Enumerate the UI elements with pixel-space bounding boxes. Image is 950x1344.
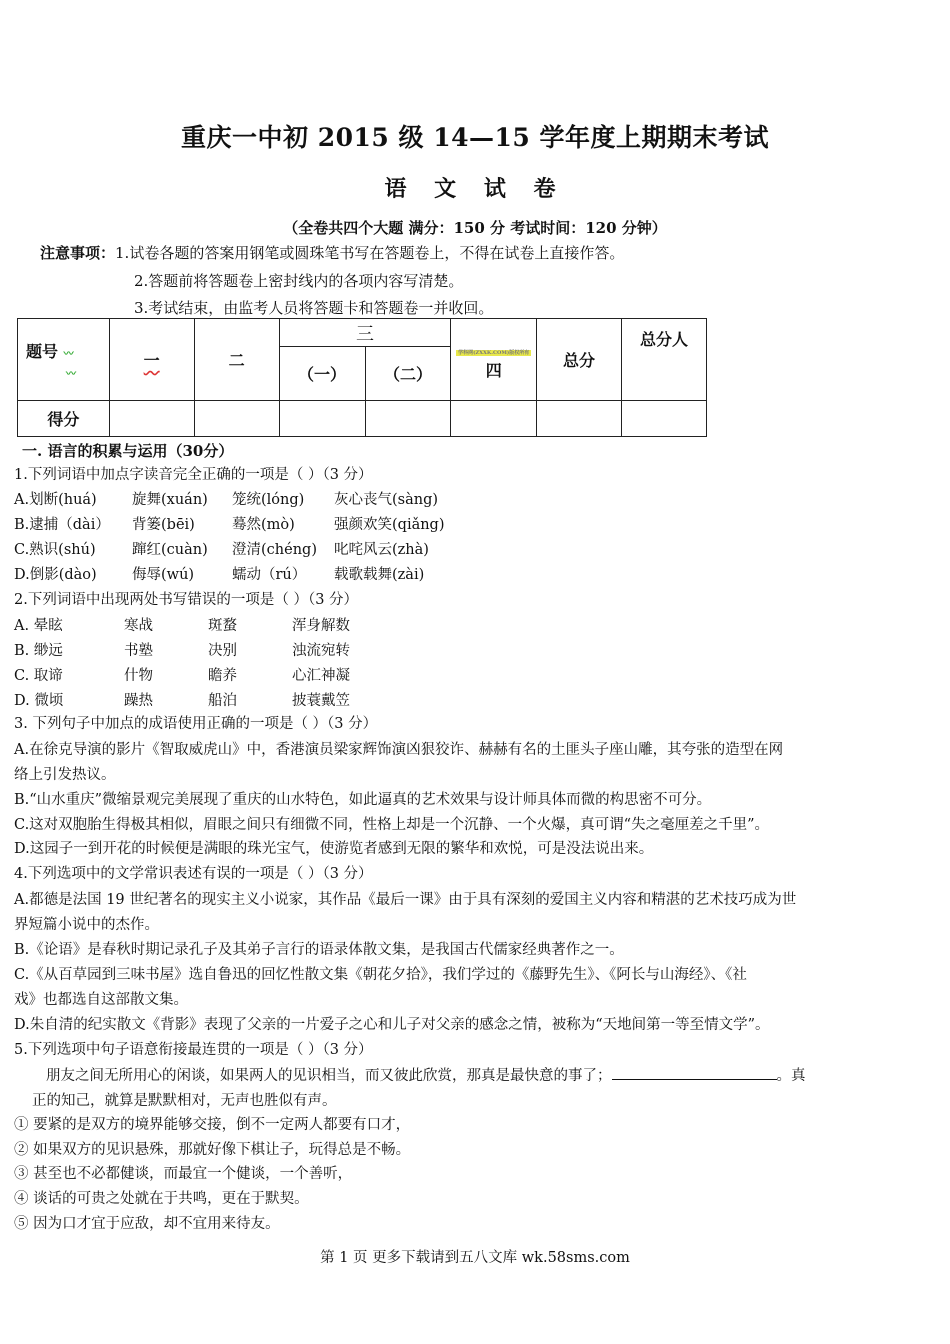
tihao-label: 题号 [26,341,59,361]
q2-d-3: 船泊 [208,693,237,709]
q2-c-3: 瞻养 [208,668,237,684]
q1-d-3: 蠕动（rú） [232,567,307,583]
q2-b-1: B. 缈远 [14,643,63,659]
score-field[interactable] [109,401,194,437]
q5-passage-cont: 正的知己，就算是默默相对，无声也胜似有声。 [32,1093,337,1109]
cell-grader: 总分人 [622,319,707,401]
score-table [17,318,707,437]
q5-passage-tail: 。真 [776,1068,806,1084]
q1-b-1: B.逮捕（dài） [14,517,110,533]
exam-subtitle: 语 文 试 卷 [384,176,566,202]
q3-option-b: B.“山水重庆”微缩景观完美展现了重庆的山水特色，如此逼真的艺术效果与设计师具体而微的构思密不可分。 [14,792,712,808]
q2-a-1: A. 晕眩 [14,618,63,634]
q2-b-4: 浊流宛转 [292,643,350,659]
notice-item-3: 3.考试结束，由监考人员将答题卡和答题卷一并收回。 [134,299,494,317]
answer-blank[interactable] [612,1065,777,1080]
notice-label: 注意事项： [40,244,116,262]
q1-a-4: 灰心丧气(sàng) [334,492,439,508]
q1-c-4: 叱咤风云(zhà) [334,542,429,558]
exam-title: 重庆一中初 2015 级 14—15 学年度上期期末考试 [181,123,769,152]
q1-c-3: 澄清(chéng) [232,542,317,558]
q4-option-d: D.朱自清的纪实散文《背影》表现了父亲的一片爱子之心和儿子对父亲的感念之情，被称为“天地间第一等至情文学”。 [14,1017,770,1033]
q2-stem: 2.下列词语中出现两处书写错误的一项是（ ）（3 分） [14,592,359,608]
q5-passage-text: 朋友之间无所用心的闲谈，如果两人的见识相当，而又彼此欣赏，那真是最快意的事了； [46,1068,612,1084]
q2-d-4: 披蓑戴笠 [292,693,350,709]
q2-d-2: 躁热 [124,693,153,709]
cell-three: 三 [279,319,451,347]
q5-item-1: ① 要紧的是双方的境界能够交接，倒不一定两人都要有口才， [14,1117,411,1133]
q2-c-4: 心汇神凝 [292,668,350,684]
section-heading: 一. 语言的积累与运用（30分） [22,442,234,460]
four-label: 四 [485,360,502,380]
score-field[interactable] [537,401,622,437]
q4-option-b: B.《论语》是春秋时期记录孔子及其弟子言行的语录体散文集，是我国古代儒家经典著作之一。 [14,942,624,958]
q4-option-a: A.都德是法国 19 世纪著名的现实主义小说家，其作品《最后一课》由于具有深刻的爱国主义内容和精湛的艺术技巧成为世 [14,892,797,908]
notice-item-1: 1.试卷各题的答案用钢笔或圆珠笔书写在答题卷上，不得在试卷上直接作答。 [115,244,625,262]
q2-a-3: 斑蝥 [208,618,237,634]
exam-info: （全卷共四个大题 满分：150 分 考试时间：120 分钟） [283,219,667,237]
q2-a-2: 寒战 [124,618,153,634]
q4-option-a-cont: 界短篇小说中的杰作。 [14,917,159,933]
q5-stem: 5.下列选项中句子语意衔接最连贯的一项是（ ）（3 分） [14,1042,373,1058]
q5-item-5: ⑤ 因为口才宜于应敌，却不宜用来待友。 [14,1216,280,1232]
cell-two: 二 [194,319,279,401]
q1-a-2: 旋舞(xuán) [132,492,208,508]
q4-option-c-cont: 戏》也都选自这部散文集。 [14,992,188,1008]
cell-four [451,319,537,401]
q2-d-1: D. 微顷 [14,693,64,709]
q1-b-3: 蓦然(mò) [232,517,295,533]
q2-c-1: C. 取谛 [14,668,63,684]
score-field[interactable] [279,401,365,437]
page-footer[interactable]: 第 1 页 更多下载请到五八文库 wk.58sms.com [320,1250,630,1266]
q4-stem: 4.下列选项中的文学常识表述有误的一项是（ ）（3 分） [14,866,373,882]
q1-c-1: C.熟识(shú) [14,542,96,558]
q3-stem: 3. 下列句子中加点的成语使用正确的一项是（ ）（3 分） [14,716,378,732]
q3-option-a-cont: 络上引发热议。 [14,767,116,783]
q2-a-4: 浑身解数 [292,618,350,634]
q5-item-4: ④ 谈话的可贵之处就在于共鸣，更在于默契。 [14,1191,309,1207]
score-field[interactable] [622,401,707,437]
score-field[interactable] [451,401,537,437]
q3-option-d: D.这园子一到开花的时候便是满眼的珠光宝气，使游览者感到无限的繁华和欢悦，可是没法说出来。 [14,841,654,857]
q2-b-3: 决别 [208,643,237,659]
q1-d-2: 侮辱(wú) [132,567,195,583]
q2-b-2: 书塾 [124,643,153,659]
spell-mark-icon: 〰 [63,348,74,360]
notice-item-2: 2.答题前将答题卷上密封线内的各项内容写清楚。 [134,272,464,290]
score-field[interactable] [194,401,279,437]
cell-one: 一 [109,319,194,401]
q3-option-a: A.在徐克导演的影片《智取威虎山》中，香港演员梁家辉饰演凶狠狡诈、赫赫有名的土匪头子座山雕，其夸张的造型在网 [14,742,784,758]
cell-tihao [18,319,110,401]
q5-item-3: ③ 甚至也不必都健谈，而最宜一个健谈，一个善听， [14,1166,353,1182]
q5-item-2: ② 如果双方的见识悬殊，那就好像下棋让子，玩得总是不畅。 [14,1142,411,1158]
cell-three-b: （二） [365,347,451,401]
score-field[interactable] [365,401,451,437]
spell-mark-icon: 〰 [66,368,76,380]
q1-stem: 1.下列词语中加点字读音完全正确的一项是（ ）（3 分） [14,467,373,483]
q1-b-2: 背篓(bēi) [132,517,195,533]
q1-d-1: D.倒影(dào) [14,567,97,583]
copyright-note: 学科网(ZXXK.COM)版权所有 [458,349,530,356]
q1-c-2: 蹿红(cuàn) [132,542,208,558]
q4-option-c: C.《从百草园到三味书屋》选自鲁迅的回忆性散文集《朝花夕拾》，我们学过的《藤野先生》、《阿长与山海经》、《社 [14,967,747,983]
cell-total: 总分 [537,319,622,401]
q1-d-4: 载歌载舞(zài) [334,567,425,583]
q3-option-c: C.这对双胞胎生得极其相似，眉眼之间只有细微不同，性格上却是一个沉静、一个火爆，真可谓“失之毫厘差之千里”。 [14,817,770,833]
cell-three-a: （一） [279,347,365,401]
q1-a-3: 笼统(lóng) [232,492,305,508]
cell-score-label: 得分 [18,401,110,437]
q5-passage [46,1064,806,1085]
q1-a-1: A.划断(huá) [14,492,97,508]
q1-b-4: 强颜欢笑(qiǎng) [334,517,445,533]
notice-line-1 [40,242,624,263]
q2-c-2: 什物 [124,668,153,684]
